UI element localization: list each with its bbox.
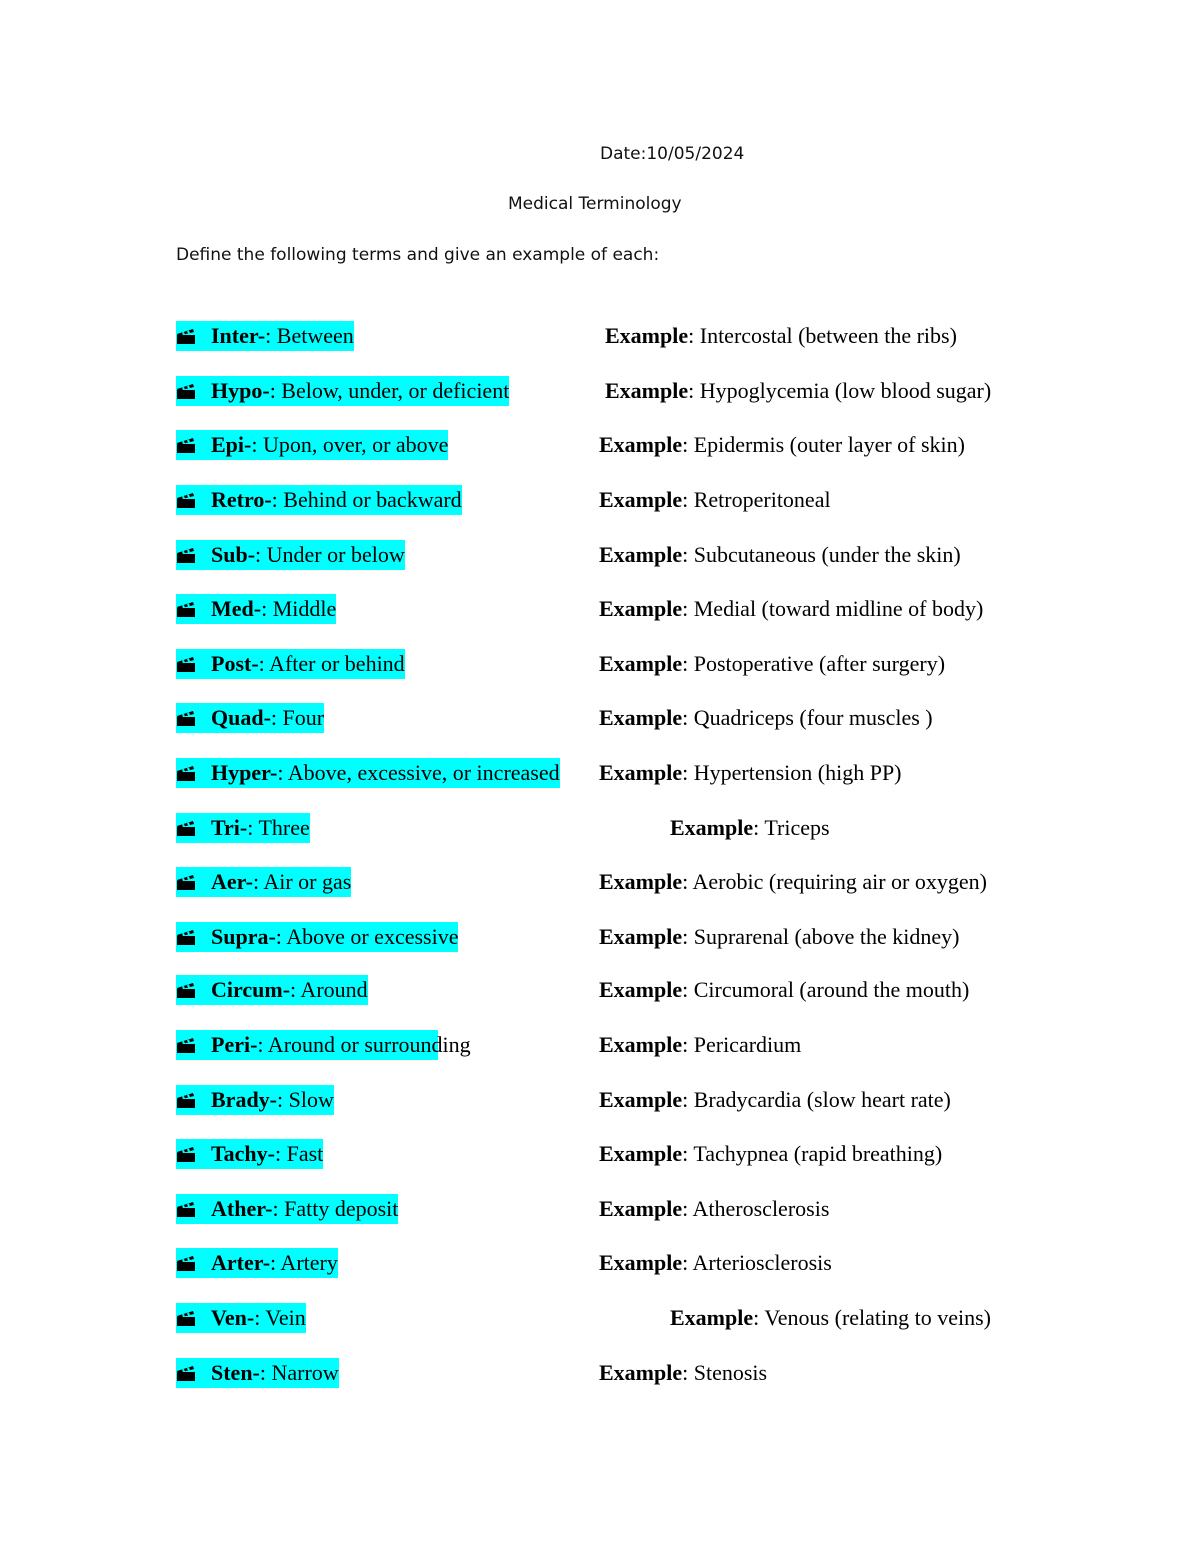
example-label: Example (599, 651, 683, 676)
term-meaning: : Below, under, or deficient (269, 378, 510, 403)
clapperboard-icon (176, 491, 196, 509)
term-example (599, 758, 902, 788)
example-text: : Arteriosclerosis (682, 1250, 832, 1275)
term-definition (176, 1358, 339, 1388)
example-text: : Postoperative (after surgery) (682, 651, 946, 676)
example-label: Example (599, 596, 683, 621)
term-meaning: : Around or surrounding (257, 1032, 471, 1057)
clapperboard-icon (176, 764, 196, 782)
term-example (670, 813, 830, 843)
term-meaning: : Three (247, 815, 310, 840)
term-definition (176, 1030, 471, 1060)
clapperboard-icon (176, 1254, 196, 1272)
example-label: Example (599, 1360, 683, 1385)
term-definition (176, 594, 336, 624)
term-row (0, 1303, 1200, 1339)
term-row (0, 594, 1200, 630)
term-definition (176, 975, 368, 1005)
example-text: : Pericardium (682, 1032, 802, 1057)
term-definition (176, 813, 310, 843)
example-text: : Atherosclerosis (682, 1196, 830, 1221)
term-definition (176, 540, 405, 570)
term-definition (176, 376, 509, 406)
clapperboard-icon (176, 981, 196, 999)
term-example (599, 485, 831, 515)
term-prefix: Post- (211, 651, 259, 676)
clapperboard-icon (176, 873, 196, 891)
clapperboard-icon (176, 1145, 196, 1163)
term-meaning: : After or behind (258, 651, 405, 676)
term-meaning: : Middle (261, 596, 337, 621)
term-definition (176, 1248, 338, 1278)
example-label: Example (599, 1141, 683, 1166)
term-prefix: Sub- (211, 542, 256, 567)
example-label: Example (599, 705, 683, 730)
example-label: Example (605, 323, 689, 348)
term-meaning: : Under or below (255, 542, 405, 567)
term-row (0, 321, 1200, 357)
term-example (599, 594, 983, 624)
term-definition (176, 485, 462, 515)
example-text: : Circumoral (around the mouth) (682, 977, 970, 1002)
example-text: : Bradycardia (slow heart rate) (682, 1087, 951, 1112)
term-row (0, 703, 1200, 739)
term-definition (176, 1139, 323, 1169)
term-meaning: : Artery (270, 1250, 338, 1275)
term-definition (176, 1303, 306, 1333)
term-definition (176, 758, 560, 788)
term-row (0, 1085, 1200, 1121)
term-prefix: Circum- (211, 977, 291, 1002)
example-text: : Hypertension (high PP) (682, 760, 902, 785)
term-prefix: Aer- (211, 869, 253, 894)
example-label: Example (599, 487, 683, 512)
term-row (0, 758, 1200, 794)
date-heading: Date:10/05/2024 (600, 144, 745, 164)
example-label: Example (599, 977, 683, 1002)
term-prefix: Inter- (211, 323, 266, 348)
example-label: Example (599, 1250, 683, 1275)
term-meaning: : Vein (254, 1305, 306, 1330)
term-prefix: Retro- (211, 487, 272, 512)
term-example (599, 922, 959, 952)
clapperboard-icon (176, 928, 196, 946)
term-definition (176, 430, 448, 460)
clapperboard-icon (176, 546, 196, 564)
term-meaning: : Between (265, 323, 354, 348)
example-label: Example (599, 760, 683, 785)
example-label: Example (599, 869, 683, 894)
term-row (0, 649, 1200, 685)
term-row (0, 1248, 1200, 1284)
term-meaning: : Behind or backward (271, 487, 462, 512)
term-meaning: : Fast (274, 1141, 324, 1166)
example-label: Example (670, 815, 754, 840)
term-row (0, 376, 1200, 412)
clapperboard-icon (176, 436, 196, 454)
term-row (0, 540, 1200, 576)
clapperboard-icon (176, 819, 196, 837)
term-example (599, 703, 933, 733)
clapperboard-icon (176, 655, 196, 673)
example-text: : Intercostal (between the ribs) (688, 323, 957, 348)
term-example (599, 430, 965, 460)
term-definition (176, 649, 405, 679)
term-example (599, 540, 961, 570)
term-prefix: Ather- (211, 1196, 273, 1221)
term-prefix: Hypo- (211, 378, 270, 403)
term-example (599, 1248, 832, 1278)
clapperboard-icon (176, 1036, 196, 1054)
term-definition (176, 321, 354, 351)
term-row (0, 485, 1200, 521)
instruction-text: Define the following terms and give an example of each: (176, 245, 660, 265)
example-label: Example (599, 542, 683, 567)
term-meaning: : Air or gas (252, 869, 352, 894)
example-label: Example (599, 924, 683, 949)
example-text: : Hypoglycemia (low blood sugar) (688, 378, 992, 403)
example-text: : Epidermis (outer layer of skin) (682, 432, 965, 457)
term-example (599, 1194, 829, 1224)
term-row (0, 430, 1200, 466)
term-row (0, 1194, 1200, 1230)
example-label: Example (599, 1032, 683, 1057)
term-meaning: : Four (270, 705, 325, 730)
example-text: : Venous (relating to veins) (753, 1305, 992, 1330)
term-definition (176, 922, 458, 952)
example-text: : Subcutaneous (under the skin) (682, 542, 961, 567)
example-label: Example (599, 1087, 683, 1112)
example-text: : Aerobic (requiring air or oxygen) (682, 869, 987, 894)
term-prefix: Tachy- (211, 1141, 275, 1166)
term-row (0, 813, 1200, 849)
term-example (599, 649, 945, 679)
term-row (0, 975, 1200, 1011)
term-example (599, 1139, 942, 1169)
term-definition (176, 703, 324, 733)
term-meaning: : Around (290, 977, 368, 1002)
term-meaning: : Narrow (259, 1360, 339, 1385)
clapperboard-icon (176, 1091, 196, 1109)
term-row (0, 1030, 1200, 1066)
term-meaning: : Fatty deposit (272, 1196, 399, 1221)
term-prefix: Arter- (211, 1250, 271, 1275)
term-definition (176, 1085, 334, 1115)
term-row (0, 1139, 1200, 1175)
term-meaning: : Above, excessive, or increased (277, 760, 560, 785)
example-text: : Quadriceps (four muscles ) (682, 705, 933, 730)
term-example (599, 1030, 801, 1060)
term-example (599, 975, 969, 1005)
term-example (670, 1303, 991, 1333)
example-text: : Medial (toward midline of body) (682, 596, 984, 621)
term-example (599, 1358, 767, 1388)
term-prefix: Quad- (211, 705, 271, 730)
term-prefix: Sten- (211, 1360, 260, 1385)
example-label: Example (599, 432, 683, 457)
example-text: : Retroperitoneal (682, 487, 831, 512)
term-prefix: Epi- (211, 432, 252, 457)
page-title: Medical Terminology (508, 194, 682, 214)
example-text: : Tachypnea (rapid breathing) (682, 1141, 943, 1166)
term-meaning: : Upon, over, or above (251, 432, 449, 457)
term-prefix: Tri- (211, 815, 248, 840)
clapperboard-icon (176, 327, 196, 345)
term-prefix: Peri- (211, 1032, 258, 1057)
term-example (599, 1085, 951, 1115)
example-text: : Suprarenal (above the kidney) (682, 924, 960, 949)
term-prefix: Hyper- (211, 760, 278, 785)
example-text: : Triceps (753, 815, 830, 840)
clapperboard-icon (176, 1364, 196, 1382)
term-meaning: : Slow (277, 1087, 334, 1112)
term-meaning: : Above or excessive (275, 924, 459, 949)
clapperboard-icon (176, 1200, 196, 1218)
clapperboard-icon (176, 709, 196, 727)
term-definition (176, 867, 351, 897)
term-prefix: Brady- (211, 1087, 277, 1112)
clapperboard-icon (176, 382, 196, 400)
example-text: : Stenosis (682, 1360, 768, 1385)
term-row (0, 922, 1200, 958)
term-prefix: Supra- (211, 924, 276, 949)
term-example (599, 867, 987, 897)
term-prefix: Med- (211, 596, 262, 621)
term-example (605, 321, 957, 351)
term-prefix: Ven- (211, 1305, 255, 1330)
term-example (605, 376, 991, 406)
clapperboard-icon (176, 1309, 196, 1327)
example-label: Example (599, 1196, 683, 1221)
term-row (0, 1358, 1200, 1394)
example-label: Example (605, 378, 689, 403)
example-label: Example (670, 1305, 754, 1330)
term-definition (176, 1194, 398, 1224)
clapperboard-icon (176, 600, 196, 618)
term-row (0, 867, 1200, 903)
